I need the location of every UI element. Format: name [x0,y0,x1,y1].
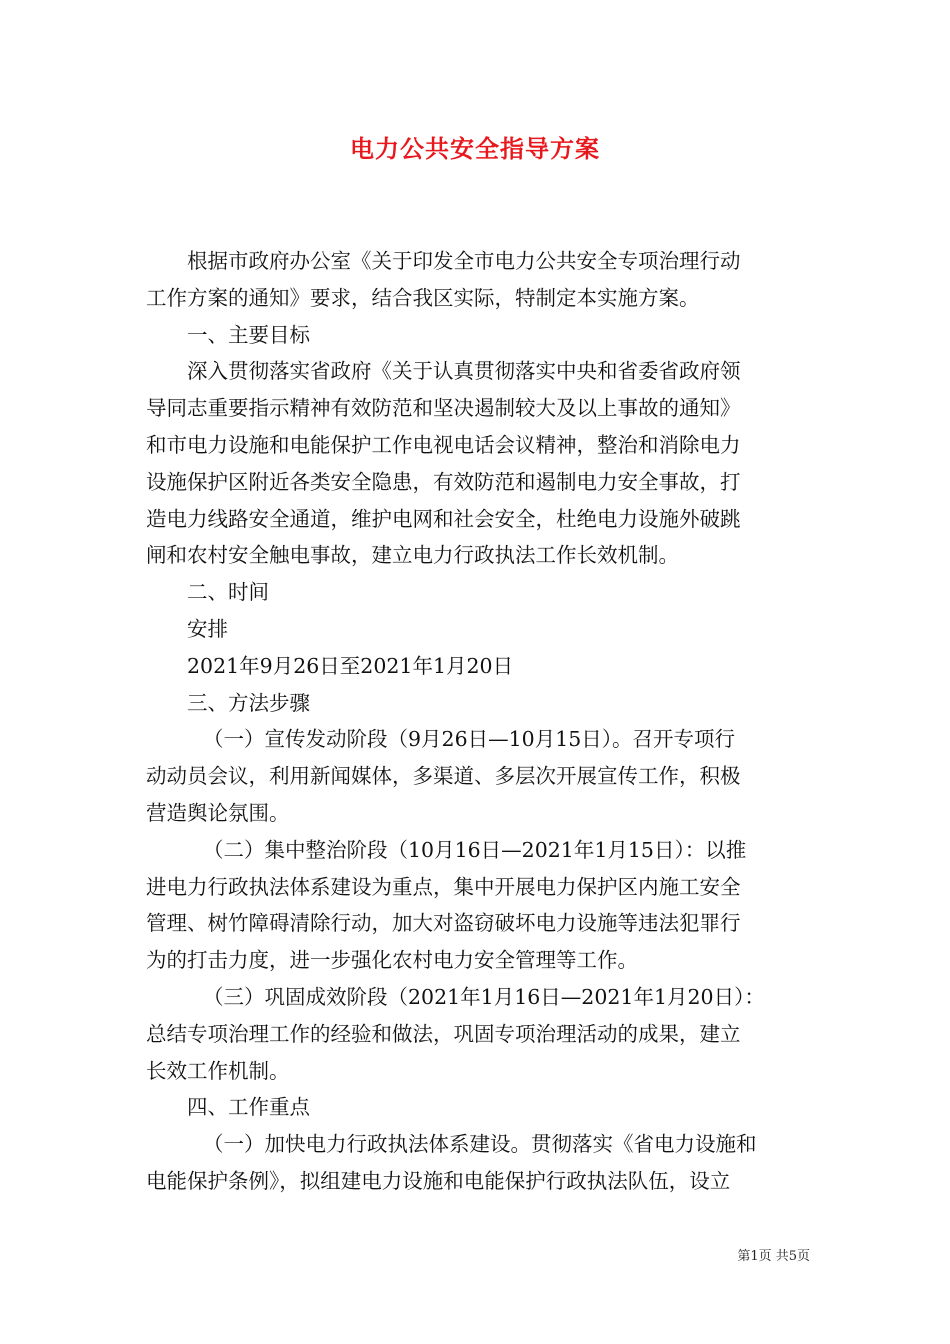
paragraph-line: 2021年9月26日至2021年1月20日 [187,653,514,678]
paragraph-line: （二）集中整治阶段（10月16日—2021年1月15日）：以推 [203,837,747,862]
paragraph-line: 造电力线路安全通道，维护电网和社会安全，杜绝电力设施外破跳 [146,506,741,531]
paragraph-line: 和市电力设施和电能保护工作电视电话会议精神，整治和消除电力 [146,432,741,457]
paragraph-line: 安排 [187,616,228,641]
paragraph-line: 工作方案的通知》要求，结合我区实际，特制定本实施方案。 [146,285,700,310]
paragraph-line: 根据市政府办公室《关于印发全市电力公共安全专项治理行动 [187,249,741,273]
section-heading: 四、工作重点 [187,1095,310,1120]
document-title: 电力公共安全指导方案 [350,134,600,163]
paragraph-line: 闸和农村安全触电事故，建立电力行政执法工作长效机制。 [146,543,679,568]
section-heading: 三、方法步骤 [187,690,310,715]
paragraph-line: 导同志重要指示精神有效防范和坚决遏制较大及以上事故的通知》 [146,396,741,421]
document-body [146,243,811,1200]
paragraph-line: 营造舆论氛围。 [146,800,290,825]
paragraph-line: 动动员会议，利用新闻媒体，多渠道、多层次开展宣传工作，积极 [146,764,741,789]
page-number-footer: 第1页 共5页 [737,1249,810,1264]
paragraph-line: 长效工作机制。 [146,1058,290,1083]
paragraph-line: 设施保护区附近各类安全隐患，有效防范和遏制电力安全事故，打 [146,469,741,494]
section-heading: 二、时间 [187,580,269,605]
paragraph-line: 深入贯彻落实省政府《关于认真贯彻落实中央和省委省政府领 [187,359,741,384]
section-heading: 一、主要目标 [187,322,310,347]
paragraph-line: 进电力行政执法体系建设为重点，集中开展电力保护区内施工安全 [146,874,741,899]
paragraph-line: 电能保护条例》，拟组建电力设施和电能保护行政执法队伍，设立 [146,1168,731,1193]
paragraph-line: 为的打击力度，进一步强化农村电力安全管理等工作。 [146,948,638,973]
paragraph-line: （一）宣传发动阶段（9月26日—10月15日）。召开专项行 [203,727,736,752]
paragraph-line: （三）巩固成效阶段（2021年1月16日—2021年1月20日）： [203,984,765,1009]
paragraph-line: 总结专项治理工作的经验和做法，巩固专项治理活动的成果，建立 [146,1021,741,1046]
paragraph-line: （一）加快电力行政执法体系建设。贯彻落实《省电力设施和 [203,1132,757,1157]
paragraph-line: 管理、树竹障碍清除行动，加大对盗窃破坏电力设施等违法犯罪行 [146,911,741,936]
